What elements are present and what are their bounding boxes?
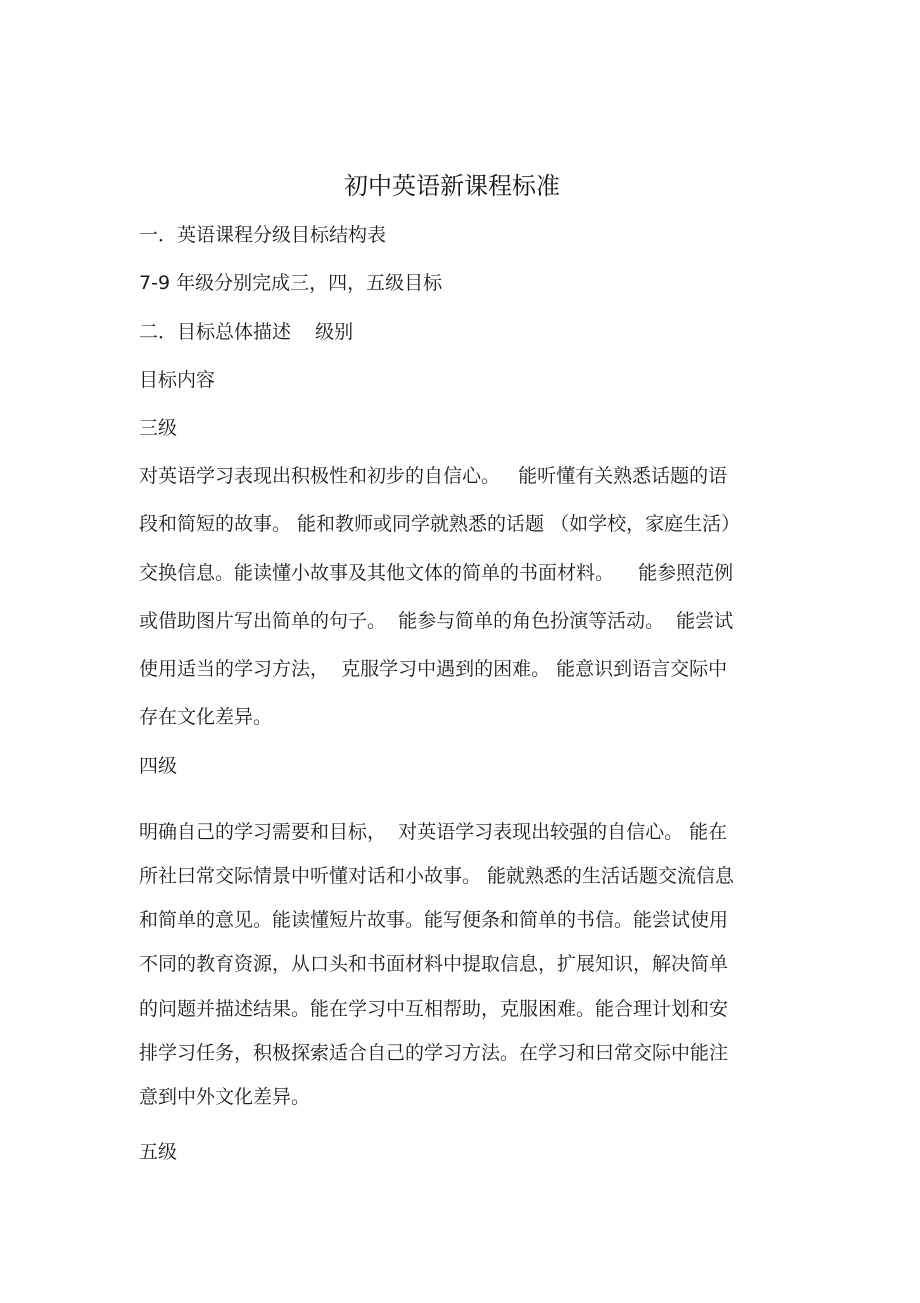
level-3-line: 使用适当的学习方法， 克服学习中遇到的困难。 能意识到语言交际中 — [139, 658, 728, 680]
level-3-line: 或借助图片写出简单的句子。 能参与简单的角色扮演等活动。 能尝试 — [139, 610, 734, 632]
level-3-line: 段和简短的故事。 能和教师或同学就熟悉的话题 （如学校，家庭生活） — [139, 513, 741, 535]
document-title: 初中英语新课程标准 — [344, 172, 560, 200]
level-5-label: 五级 — [139, 1141, 178, 1163]
level-4-line: 明确自己的学习需要和目标， 对英语学习表现出较强的自信心。 能在 — [139, 821, 728, 843]
level-4-line: 不同的教育资源，从口头和书面材料中提取信息，扩展知识，解决简单 — [139, 953, 729, 975]
level-4-line: 意到中外文化差异。 — [139, 1086, 311, 1108]
level-4-line: 所社曰常交际情景中听懂对话和小故事。 能就熟悉的生活话题交流信息 — [139, 865, 735, 887]
level-4-line: 和简单的意见。能读懂短片故事。能写便条和简单的书信。能尝试使用 — [139, 909, 729, 931]
section-heading-structure: 一．英语课程分级目标结构表 — [139, 224, 387, 246]
level-3-line: 交换信息。能读懂小故事及其他文体的简单的书面材料。 能参照范例 — [139, 562, 734, 584]
level-3-line: 存在文化差异。 — [139, 706, 273, 728]
content-label: 目标内容 — [139, 369, 216, 391]
grade-note: 7-9 年级分别完成三，四，五级目标 — [139, 272, 443, 294]
level-4-line: 的问题并描述结果。能在学习中互相帮助，克服困难。能合理计划和安 — [139, 998, 729, 1020]
level-3-line: 对英语学习表现出积极性和初步的自信心。 能听懂有关熟悉话题的语 — [139, 465, 728, 487]
level-4-line: 排学习任务，积极探索适合自己的学习方法。在学习和曰常交际中能注 — [139, 1042, 729, 1064]
level-3-label: 三级 — [139, 417, 178, 439]
section-heading-description: 二．目标总体描述 级别 — [139, 321, 354, 343]
level-4-label: 四级 — [139, 755, 178, 777]
